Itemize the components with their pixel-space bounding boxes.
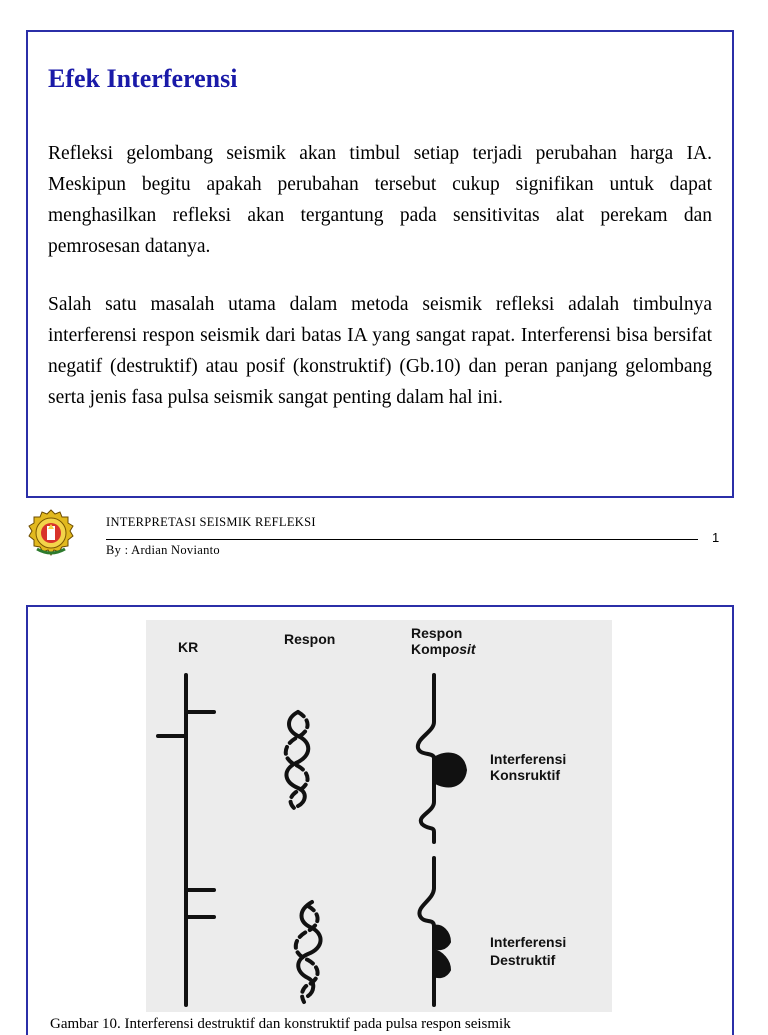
composite-trace-lower [419, 858, 450, 1005]
respon-wavelet-upper [286, 712, 309, 808]
footer-divider [106, 539, 698, 540]
slide-text-frame [26, 30, 734, 498]
kr-reflectivity-column [158, 675, 214, 1005]
paragraph-interference: Salah satu masalah utama dalam metoda seismik refleksi adalah timbulnya interferensi respon seismik dari batas IA yang sangat rapat. Interferensi bisa bersifat negatif (destruktif) atau posif (konstruktif) (Gb.10) dan peran panjang gelombang serta jenis fasa pulsa seismik sangat penting dalam hal ini. [48, 294, 712, 408]
composite-trace-upper [418, 675, 466, 842]
label-destruktif-line1: Interferensi [490, 934, 567, 950]
label-konstruktif-line1: Interferensi [490, 751, 567, 767]
slide-footer [0, 505, 768, 565]
university-logo-icon [28, 509, 74, 559]
respon-wavelet-lower [296, 902, 321, 1002]
slide-title: Efek Interferensi [48, 64, 238, 93]
col-label-kr: KR [178, 639, 199, 655]
footer-author: By : Ardian Novianto [106, 543, 220, 557]
col-label-respon: Respon [284, 631, 336, 647]
label-konstruktif-line2: Konsruktif [490, 767, 560, 783]
page-number: 1 [712, 530, 720, 545]
interference-figure [146, 620, 612, 1012]
figure-caption: Gambar 10. Interferensi destruktif dan konstruktif pada pulsa respon seismik [50, 1016, 511, 1032]
label-destruktif-line2: Destruktif [490, 952, 556, 968]
col-label-komposit-line2: Komposit [411, 641, 476, 657]
col-label-komposit-line1: Respon [411, 625, 463, 641]
footer-course-title: INTERPRETASI SEISMIK REFLEKSI [106, 515, 316, 529]
paragraph-reflection: Refleksi gelombang seismik akan timbul setiap terjadi perubahan harga IA. Meskipun begitu apakah perubahan tersebut cukup signifikan untuk dapat menghasilkan refleksi akan tergantung pada sensitivitas alat perekam dan pemrosesan datanya. [48, 143, 712, 257]
